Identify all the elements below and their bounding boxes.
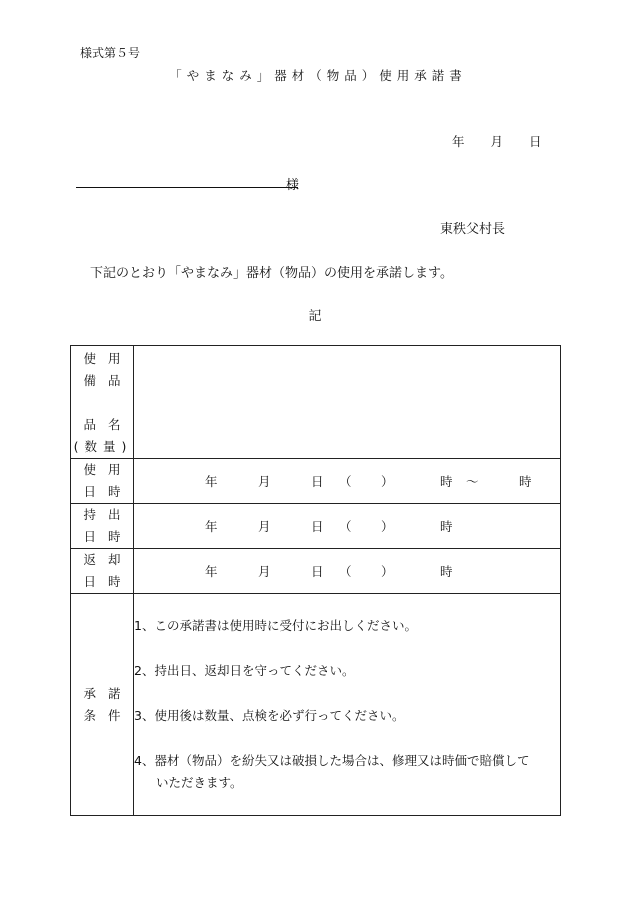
date-day: 日 bbox=[529, 134, 542, 149]
issue-date bbox=[452, 132, 542, 150]
addressee-suffix: 様 bbox=[286, 178, 300, 193]
return-row bbox=[71, 549, 561, 594]
equipment-row bbox=[71, 346, 561, 459]
use-hour-start: 時 bbox=[440, 474, 453, 489]
use-paren-open: （ bbox=[339, 474, 352, 489]
return-day: 日 bbox=[311, 564, 324, 579]
takeout-year: 年 bbox=[205, 519, 218, 534]
ki-heading: 記 bbox=[308, 309, 322, 324]
equipment-label-line4: (数量) bbox=[73, 439, 133, 454]
takeout-month: 月 bbox=[258, 519, 271, 534]
issuer: 東秩父村長 bbox=[440, 222, 506, 237]
conditions-label-line1: 承諾 bbox=[83, 685, 133, 701]
condition-1: 1、この承諾書は使用時に受付にお出しください。 bbox=[134, 618, 417, 633]
use-datetime-label-line1: 使用 bbox=[83, 462, 133, 477]
use-year: 年 bbox=[205, 474, 218, 489]
return-datetime-value bbox=[134, 549, 561, 594]
return-paren-close: ） bbox=[381, 564, 394, 579]
use-month: 月 bbox=[258, 474, 271, 489]
condition-2: 2、持出日、返却日を守ってください。 bbox=[134, 663, 355, 678]
return-label-line1: 返却 bbox=[83, 552, 133, 567]
return-label bbox=[71, 549, 134, 594]
body-text: 下記のとおり「やまなみ」器材（物品）の使用を承諾します。 bbox=[90, 266, 453, 281]
use-day: 日 bbox=[311, 474, 324, 489]
condition-4 bbox=[134, 750, 560, 794]
return-paren-open: （ bbox=[339, 564, 352, 579]
use-datetime-label-line2: 日時 bbox=[83, 484, 133, 499]
date-year: 年 bbox=[452, 134, 465, 149]
takeout-paren-close: ） bbox=[381, 519, 394, 534]
equipment-label bbox=[71, 346, 134, 459]
conditions-label-line2: 条件 bbox=[83, 707, 133, 723]
conditions-row bbox=[71, 594, 561, 816]
return-hour: 時 bbox=[440, 564, 453, 579]
date-month: 月 bbox=[490, 134, 504, 149]
use-paren-close: ） bbox=[381, 474, 394, 489]
use-datetime-row bbox=[71, 459, 561, 504]
equipment-label-line2: 備品 bbox=[83, 373, 133, 388]
approval-table bbox=[70, 345, 561, 816]
use-tilde: ～ bbox=[466, 474, 479, 489]
condition-4-line2: いただきます。 bbox=[156, 775, 243, 790]
takeout-label-line2: 日時 bbox=[83, 529, 133, 544]
takeout-paren-open: （ bbox=[339, 519, 352, 534]
takeout-row bbox=[71, 504, 561, 549]
takeout-datetime-value bbox=[134, 504, 561, 549]
condition-3: 3、使用後は数量、点検を必ず行ってください。 bbox=[134, 708, 405, 723]
document-title: 「やまなみ」器材（物品）使用承諾書 bbox=[169, 68, 467, 83]
conditions-label bbox=[71, 594, 134, 816]
equipment-label-line3: 品名 bbox=[83, 417, 133, 432]
form-number: 様式第５号 bbox=[80, 46, 141, 60]
use-datetime-value bbox=[134, 459, 561, 504]
return-label-line2: 日時 bbox=[83, 574, 133, 589]
addressee-blank-line bbox=[76, 187, 298, 188]
takeout-day: 日 bbox=[311, 519, 324, 534]
takeout-label-line1: 持出 bbox=[83, 507, 133, 522]
equipment-value-cell bbox=[134, 346, 561, 459]
condition-4-line1: 4、器材（物品）を紛失又は破損した場合は、修理又は時価で賠償して bbox=[134, 753, 530, 768]
use-datetime-label bbox=[71, 459, 134, 504]
use-hour-end: 時 bbox=[519, 474, 532, 489]
takeout-label bbox=[71, 504, 134, 549]
equipment-label-line1: 使用 bbox=[83, 351, 133, 366]
return-month: 月 bbox=[258, 564, 271, 579]
conditions-list bbox=[134, 594, 561, 816]
return-year: 年 bbox=[205, 564, 218, 579]
takeout-hour: 時 bbox=[440, 519, 453, 534]
